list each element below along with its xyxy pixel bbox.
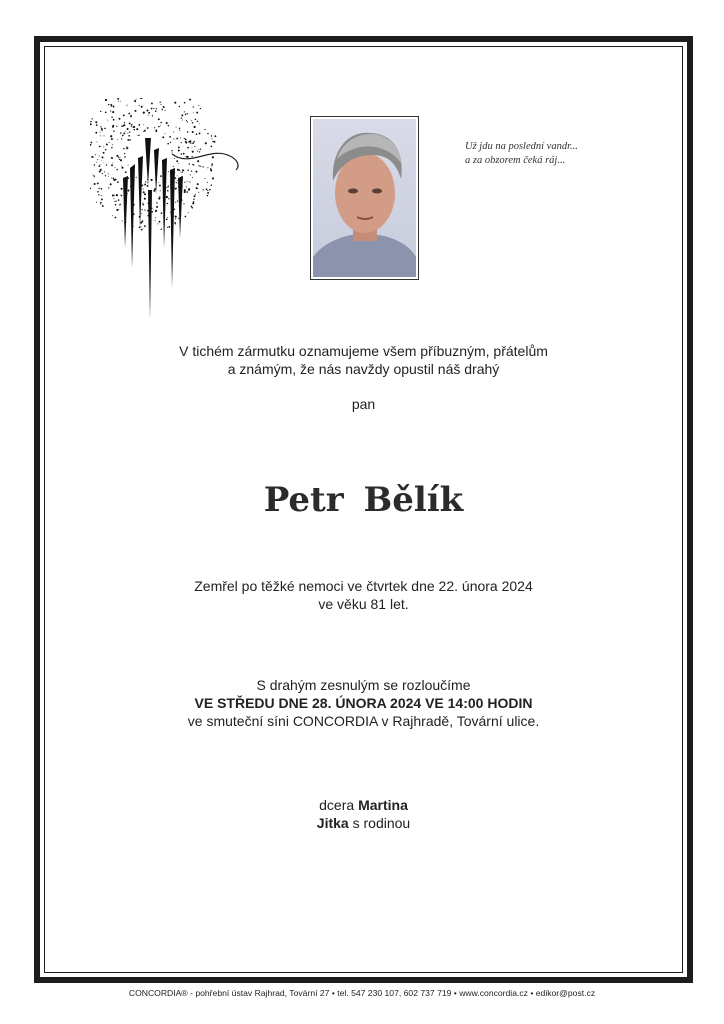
farewell-location: ve smuteční síni CONCORDIA v Rajhradě, Tovární ulice. [187, 713, 540, 729]
farewell-info [34, 676, 693, 730]
first-name: Petr [263, 480, 344, 520]
family-suffix: s rodinou [352, 815, 411, 831]
death-info-line: Zemřel po těžké nemoci ve čtvrtek dne 22. února 2024 [194, 578, 533, 594]
last-name: Bělík [363, 480, 464, 520]
family-relation: dcera [319, 797, 355, 813]
family-name: Martina [358, 797, 408, 813]
family-line [34, 796, 693, 814]
portrait-photo [310, 116, 419, 280]
epigraph-quote [465, 140, 578, 168]
death-info [34, 577, 693, 613]
farewell-line: S drahým zesnulým se rozloučíme [256, 677, 471, 693]
family-signature [34, 796, 693, 832]
moon-candles-emblem-icon [90, 98, 240, 323]
family-line [34, 814, 693, 832]
deceased-name [34, 480, 693, 520]
title-word: pan [351, 396, 376, 412]
announcement-line: a známým, že nás navždy opustil náš drahý [227, 361, 500, 377]
death-info-line: ve věku 81 let. [318, 596, 409, 612]
announcement-text [34, 342, 693, 378]
quote-line: Už jdu na poslední vandr... [465, 141, 578, 152]
quote-line: a za obzorem čeká ráj... [465, 155, 566, 166]
ceremony-date: VE STŘEDU DNE 28. ÚNORA 2024 VE 14:00 HODIN [194, 695, 533, 711]
family-name: Jitka [316, 815, 349, 831]
announcement-line: V tichém zármutku oznamujeme všem příbuzným, přátelům [179, 343, 548, 359]
funeral-home-footer: CONCORDIA® - pohřební ústav Rajhrad, Tovární 27 • tel. 547 230 107, 602 737 719 • www.concordia.cz • edikor@post.cz [128, 988, 596, 998]
